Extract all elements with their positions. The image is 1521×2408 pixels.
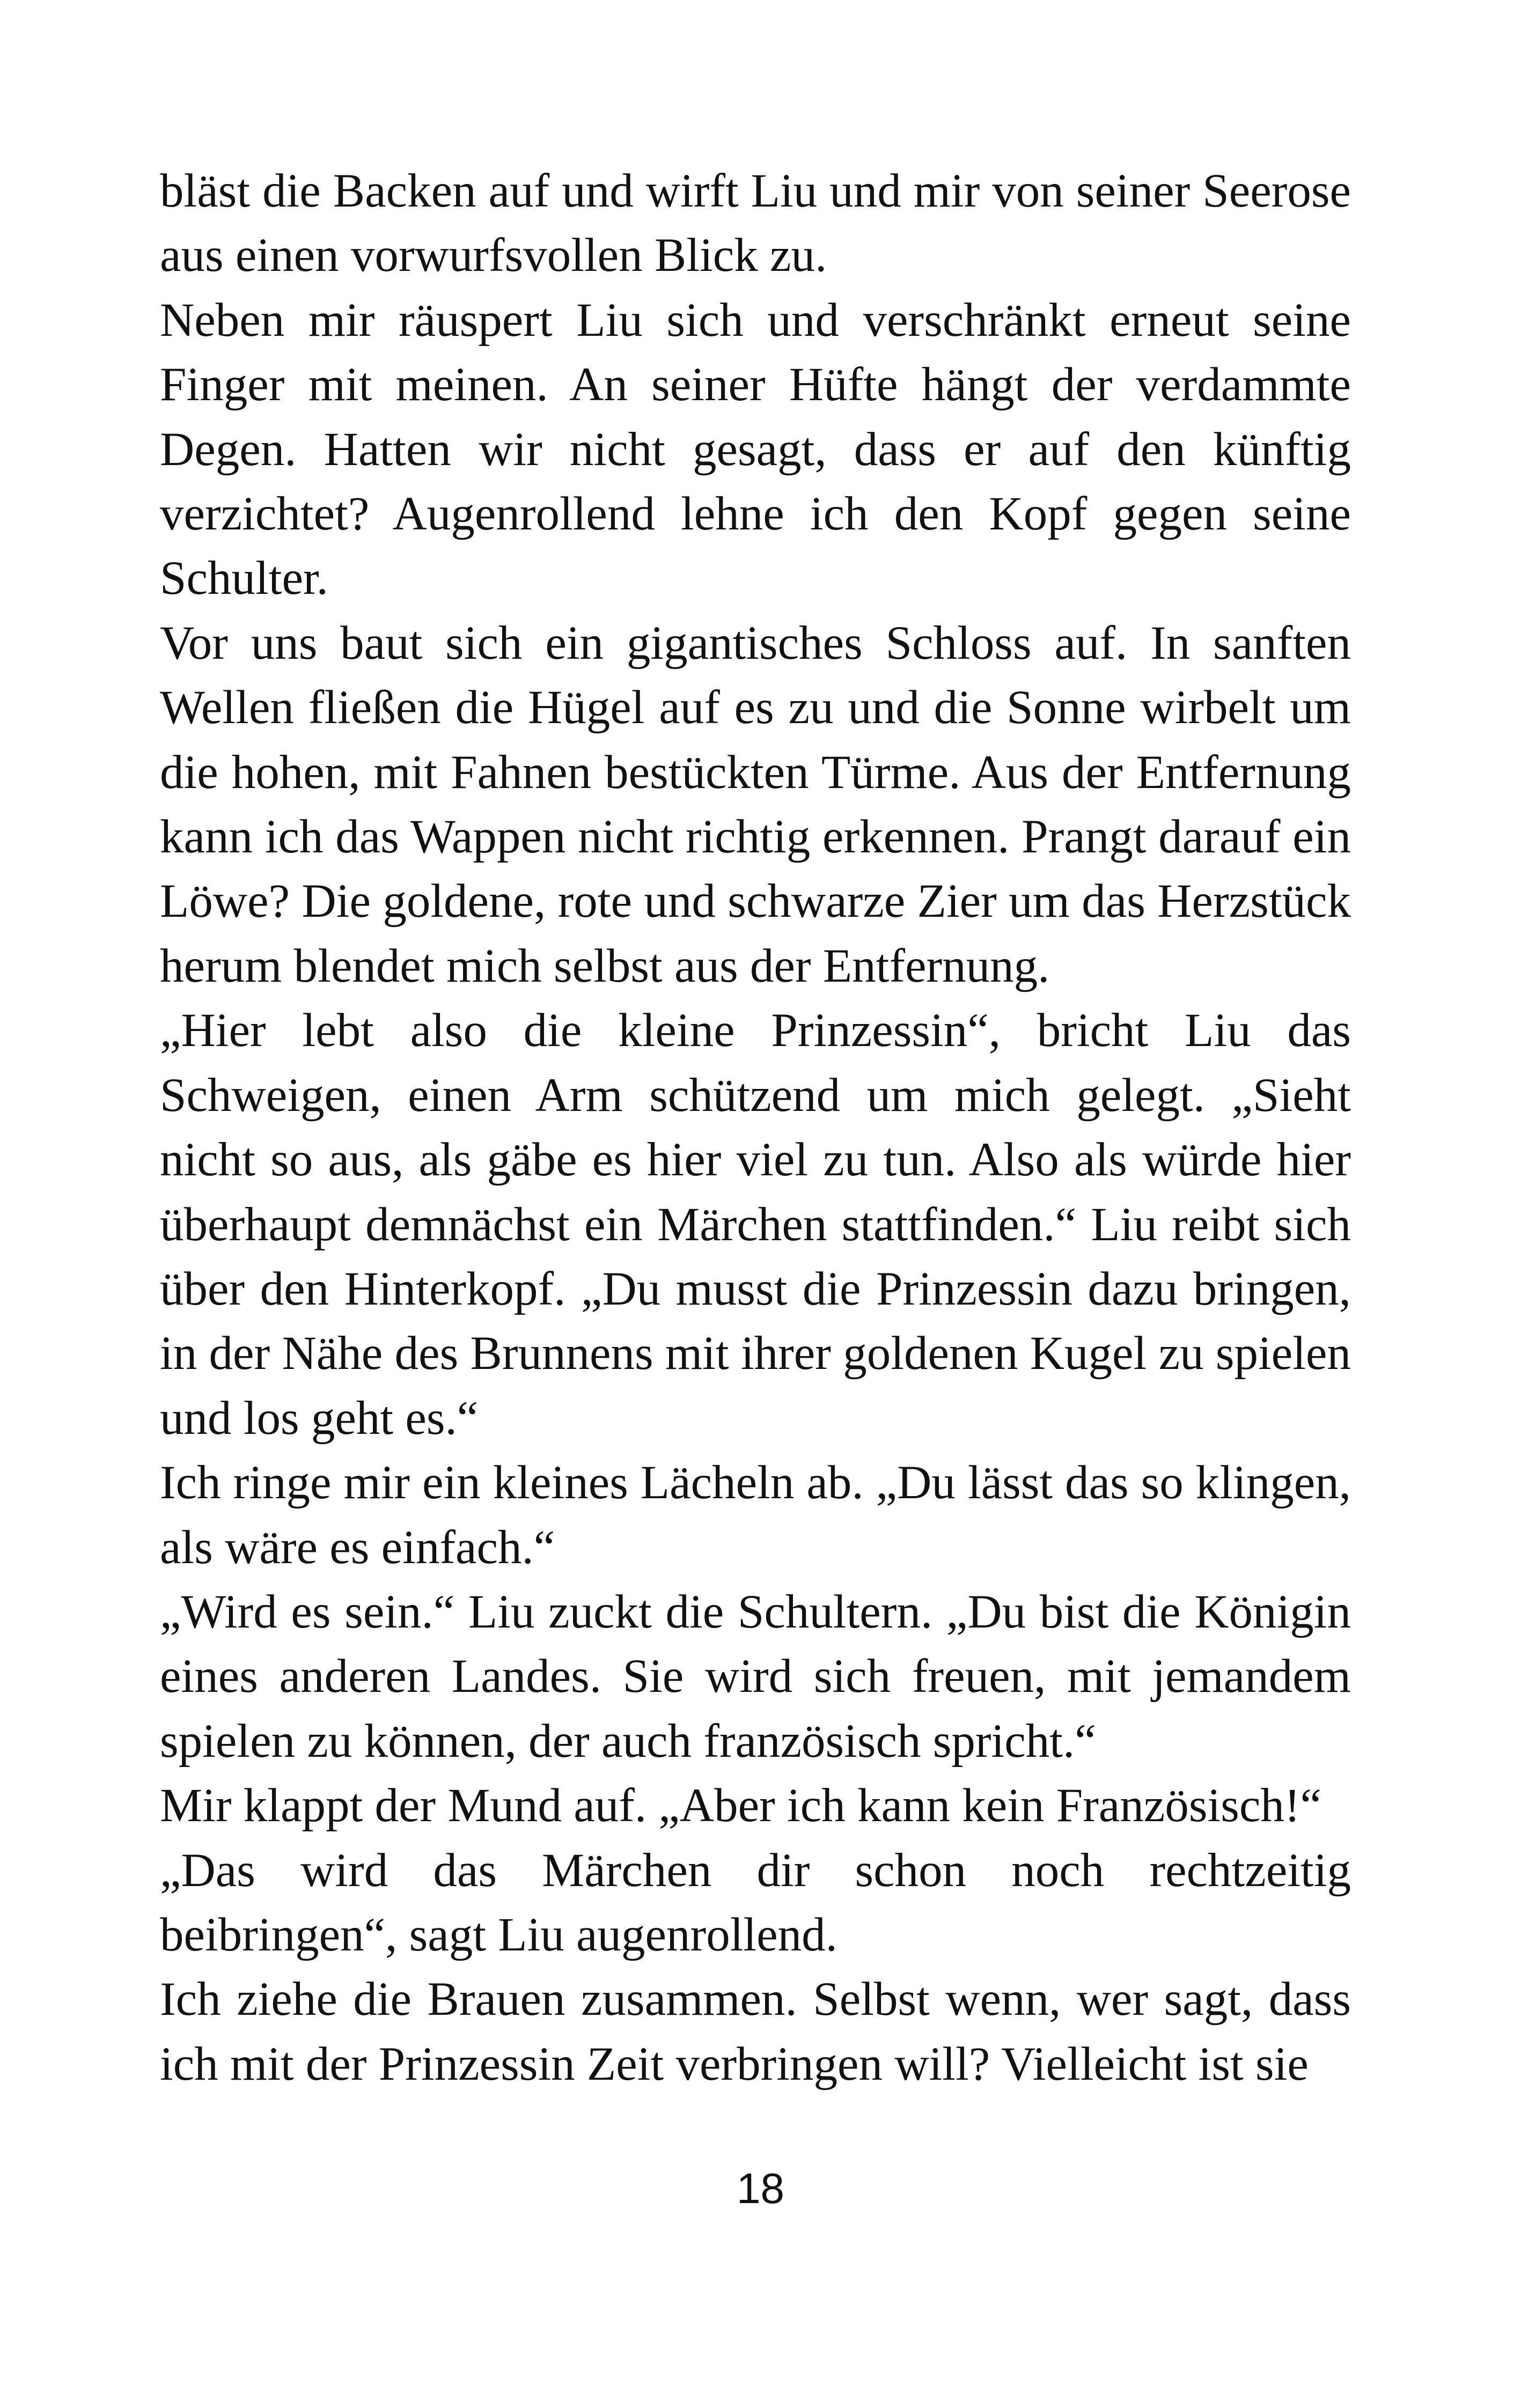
body-text bbox=[160, 159, 1351, 2096]
paragraph-3: Vor uns baut sich ein gigantisches Schloss auf. In sanften Wellen fließen die Hügel auf es zu und die Sonne wirbelt um die hohen, mit Fahnen bestückten Türme. Aus der Entfernung kann ich das Wappen nicht richtig erkennen. Prangt darauf ein Löwe? Die goldene, rote und schwarze Zier um das Herzstück herum blendet mich selbst aus der Entfernung. bbox=[160, 616, 1351, 992]
page-number: 18 bbox=[737, 2164, 784, 2212]
paragraph-9: Ich ziehe die Brauen zusammen. Selbst wenn, wer sagt, dass ich mit der Prinzessin Zeit verbringen will? Vielleicht ist sie bbox=[160, 1973, 1351, 2090]
paragraph-2: Neben mir räuspert Liu sich und verschränkt erneut seine Finger mit meinen. An seiner Hüfte hängt der verdammte Degen. Hatten wir nicht gesagt, dass er auf den künftig verzichtet? Augenrollend lehne ich den Kopf gegen seine Schulter. bbox=[160, 293, 1351, 605]
paragraph-4: „Hier lebt also die kleine Prinzessin“, bricht Liu das Schweigen, einen Arm schützend um mich gelegt. „Sieht nicht so aus, als gäbe es hier viel zu tun. Also als würde hier überhaupt demnächst ein Märchen stattfinden.“ Liu reibt sich über den Hinterkopf. „Du musst die Prinzessin dazu bringen, in der Nähe des Brunnens mit ihrer goldenen Kugel zu spielen und los geht es.“ bbox=[160, 1004, 1351, 1445]
paragraph-5: Ich ringe mir ein kleines Lächeln ab. „Du lässt das so klingen, als wäre es einfach.“ bbox=[160, 1456, 1351, 1574]
paragraph-6: „Wird es sein.“ Liu zuckt die Schultern. „Du bist die Königin eines anderen Landes. Sie wird sich freuen, mit jemandem spielen zu können, der auch französisch spricht.“ bbox=[160, 1585, 1351, 1768]
paragraph-8: „Das wird das Märchen dir schon noch rechtzeitig beibringen“, sagt Liu augenrollend. bbox=[160, 1844, 1351, 1961]
paragraph-7: Mir klappt der Mund auf. „Aber ich kann kein Französisch!“ bbox=[160, 1779, 1322, 1832]
paragraph-1: bläst die Backen auf und wirft Liu und mir von seiner Seerose aus einen vorwurfsvollen Blick zu. bbox=[160, 165, 1351, 282]
